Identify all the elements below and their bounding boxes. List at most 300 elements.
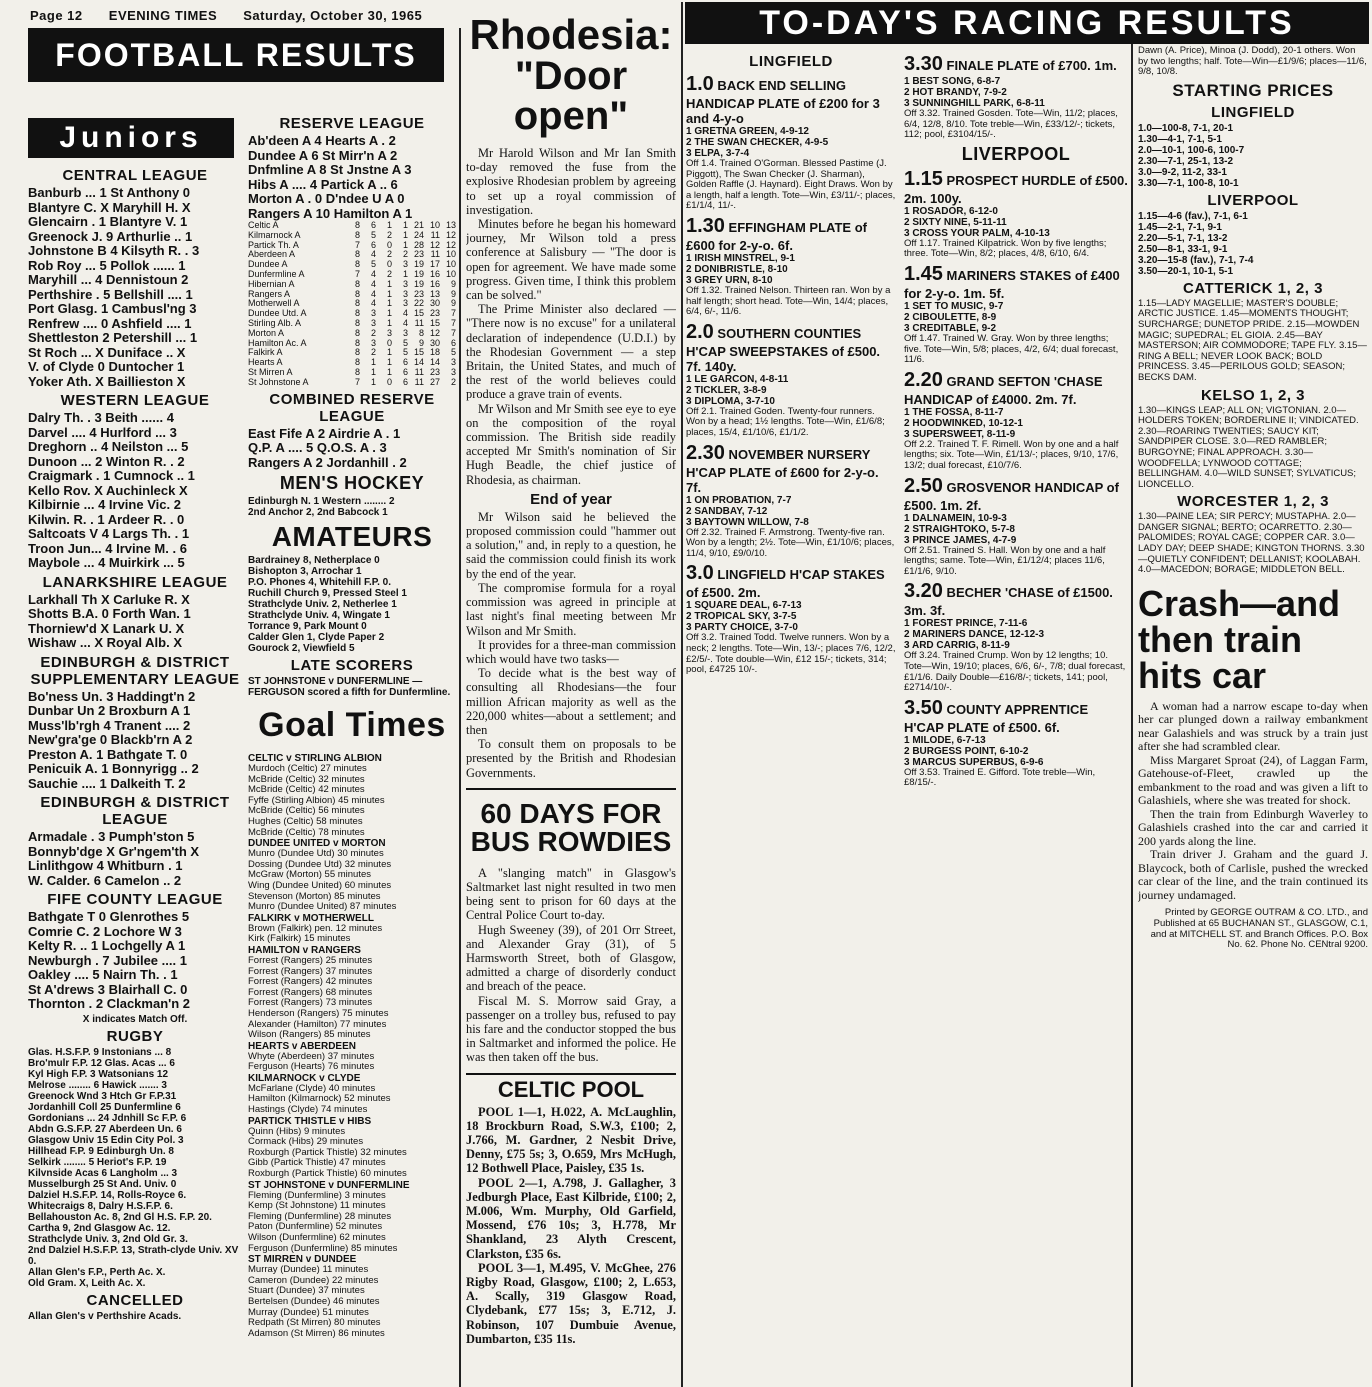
amateur-row: Gourock 2, Viewfield 5 — [248, 643, 355, 655]
goal-match-title: HAMILTON v RANGERS — [248, 944, 361, 956]
rugby-row: Jordanhill Coll 25 Dunfermline 6 — [28, 1101, 181, 1113]
placing: 1 IRISH MINSTREL, 9-1 — [686, 252, 795, 264]
placing: 3 GREY URN, 8-10 — [686, 274, 773, 286]
goal-times-list — [248, 753, 456, 1339]
race-details: Off 2.2. Trained T. F. Rimell. Won by one and a half lengths; six. Tote—Win, £1/13/-; places, 9/10, 17/6, 13/2; dual forecast, £10/7/6. — [904, 438, 1119, 471]
race-name: FINALE PLATE of £700. 1m. — [942, 58, 1117, 73]
goal-match-title: HEARTS v ABERDEEN — [248, 1040, 356, 1052]
paragraph: To decide what is the best way of consulting all Rhodesians—the four million African majority as well as the 220,000 whites—about a settlement; and then — [466, 666, 676, 737]
goal-match-title: DUNDEE UNITED v MORTON — [248, 838, 386, 850]
goal-row: McBride (Celtic) 78 minutes — [248, 826, 365, 838]
goal-row: Gibb (Partick Thistle) 47 minutes — [248, 1157, 386, 1169]
result-row: Ab'deen A 4 Hearts A . 2 — [248, 134, 396, 148]
sp-row: 3.0—9-2, 11-2, 33-1 — [1138, 166, 1227, 178]
goal-row: Fleming (Dunfermline) 3 minutes — [248, 1189, 386, 1201]
race-details: Off 1.47. Trained W. Gray. Won by three lengths; five. Tote—Win, 5/8; places, 4/2, 6/4; dual forecast, 11/6. — [904, 332, 1119, 366]
table-cell: 5 — [450, 347, 456, 358]
sp-row: 1.30—4-1, 7-1, 5-1 — [1138, 133, 1222, 145]
table-cell: 3 — [402, 327, 408, 338]
result-row: Kello Rov. X Auchinleck X — [28, 483, 188, 498]
table-cell: 15 — [413, 347, 424, 358]
race-header — [904, 580, 1128, 618]
table-cell: 6 — [370, 239, 376, 250]
goal-row: Forrest (Rangers) 42 minutes — [248, 976, 373, 988]
goal-row: Forrest (Rangers) 37 minutes — [248, 965, 373, 977]
table-cell: 8 — [354, 298, 360, 309]
race-time: 3.20 — [904, 580, 943, 603]
result-row: Bo'ness Un. 3 Haddingt'n 2 — [28, 689, 196, 704]
placing: 2 TICKLER, 3-8-9 — [686, 384, 767, 396]
meeting-results: 1.15—LADY MAGELLIE; MASTER'S DOUBLE; ARCTIC JUSTICE. 1.45—MOMENTS THOUGHT; SURCHARGE; DUNETOP PRIDE. 2.15—MOWDEN MAGIC; SUPEDRAL; EL GIOIA. 2.45—BAY MASTERSON; AIR COMMODORE; TAPE FLY. 3.15—RING A BELL; NEVER LOOK BACK; BOLD PRINCESS. 3.45—PERILOUS GOLD; SEASON; BECKS DAM. — [1138, 297, 1367, 383]
rugby-row: Kyl High F.P. 3 Watsonians 12 — [28, 1068, 169, 1080]
placing: 3 MARCUS SUPERBUS, 6-9-6 — [904, 756, 1044, 768]
goal-row: Wilson (Rangers) 85 minutes — [248, 1029, 371, 1041]
column-rule — [459, 28, 461, 1387]
table-cell: 3 — [370, 337, 376, 348]
result-row: Newburgh . 7 Jubilee .... 1 — [28, 953, 187, 968]
table-cell: 13 — [429, 288, 440, 299]
race-time: 1.45 — [904, 262, 943, 285]
race-time: 3.50 — [904, 696, 943, 719]
goal-row: Whyte (Aberdeen) 37 minutes — [248, 1050, 375, 1062]
table-cell: 3 — [402, 298, 408, 309]
race-time: 3.30 — [904, 53, 943, 75]
team-name: Rangers A — [248, 288, 291, 299]
rugby-row: Glas. H.S.F.P. 9 Instonians ... 8 — [28, 1046, 172, 1058]
table-cell: 4 — [402, 317, 408, 328]
goal-row: Alexander (Hamilton) 77 minutes — [248, 1018, 387, 1030]
lanarkshire-league-results — [28, 593, 242, 651]
result-row: Dnfmline A 8 St Jnstne A 3 — [248, 163, 412, 177]
amateur-row: Ruchill Church 9, Pressed Steel 1 — [248, 588, 407, 600]
hockey-row: 2nd Anchor 2, 2nd Babcock 1 — [248, 507, 388, 519]
table-cell: 17 — [429, 259, 440, 270]
late-scorers-text: ST JOHNSTONE v DUNFERMLINE — FERGUSON scored a fifth for Dunfermline. — [248, 676, 451, 699]
divider — [466, 788, 676, 790]
table-cell: 4 — [370, 288, 376, 299]
table-cell: 2 — [386, 249, 392, 260]
goal-row: Roxburgh (Partick Thistle) 32 minutes — [248, 1146, 407, 1158]
paragraph: POOL 3—1, M.495, V. McGhee, 276 Rigby Road, Glasgow, £100; 2, L.653, A. Scally, 319 Glasgow Road, Clydebank, £77 15s; 3, E.712, J. Robinson, 107 Dumbuie Avenue, Dumbarton, £35 11s. — [466, 1260, 676, 1346]
table-cell: 24 — [413, 229, 424, 240]
edinburgh-supp-heading: EDINBURGH & DISTRICT SUPPLEMENTARY LEAGUE — [30, 653, 240, 688]
western-league-results — [28, 411, 242, 571]
table-cell: 1 — [402, 239, 408, 250]
table-cell: 1 — [386, 288, 392, 299]
race-header — [686, 215, 896, 253]
goal-row: Munro (Dundee Utd) 30 minutes — [248, 848, 384, 860]
result-row: Morton A . 0 D'ndee U A 0 — [248, 192, 405, 206]
race-time: 3.0 — [686, 562, 714, 585]
race-header — [686, 321, 896, 374]
table-cell: 8 — [354, 288, 360, 299]
goal-row: Cameron (Dundee) 22 minutes — [248, 1274, 379, 1286]
placing: 3 CREDITABLE, 9-2 — [904, 322, 997, 334]
goal-row: Munro (Dundee United) 87 minutes — [248, 901, 397, 913]
table-row — [248, 378, 456, 388]
placing: 1 ROSADOR, 6-12-0 — [904, 205, 998, 217]
result-row: Armadale . 3 Pumph'ston 5 — [28, 830, 195, 844]
table-cell: 7 — [354, 376, 360, 387]
sp-row: 2.30—7-1, 25-1, 13-2 — [1138, 155, 1234, 167]
table-cell: 15 — [413, 308, 424, 319]
result-row: Darvel .... 4 Hurlford ... 3 — [28, 425, 177, 440]
table-cell: 7 — [450, 317, 456, 328]
goal-row: Murray (Dundee) 51 minutes — [248, 1306, 369, 1318]
race-header — [904, 369, 1128, 407]
western-league-heading: WESTERN LEAGUE — [60, 392, 210, 409]
goal-row: Murdoch (Celtic) 27 minutes — [248, 763, 367, 775]
table-cell: 2 — [370, 327, 376, 338]
table-cell: 21 — [413, 220, 424, 230]
goal-row: Wilson (Dunfermline) 62 minutes — [248, 1232, 386, 1244]
table-cell: 8 — [354, 220, 360, 230]
table-cell: 3 — [370, 308, 376, 319]
table-cell: 4 — [402, 308, 408, 319]
meeting-results: 1.30—KINGS LEAP; ALL ON; VIGTONIAN. 2.0—HOLDERS TOKEN; BORDERLINE II; VINDICATED. 2.30—ROARING TWENTIES; SAUCY KIT; SANDPIPER CLOSE. 3.0—RED RAMBLER; BURGOYNE; FINAL APPROACH. 3.30—WOODFELLA; LYNWOOD COTTAGE; BELLINGHAM. 4.0—WILD SUNSET; SYLVATICUS; LIONCELLO. — [1138, 404, 1359, 490]
table-cell: 3 — [402, 288, 408, 299]
result-row: Bonnyb'dge X Gr'ngem'th X — [28, 844, 200, 859]
placing: 3 BAYTOWN WILLOW, 7-8 — [686, 516, 809, 528]
football-results-title: FOOTBALL RESULTS — [28, 28, 444, 82]
amateur-row: Calder Glen 1, Clyde Paper 2 — [248, 632, 385, 644]
table-cell: 19 — [413, 278, 424, 289]
goal-row: Forrest (Rangers) 25 minutes — [248, 954, 373, 966]
result-row: Larkhall Th X Carluke R. X — [28, 592, 190, 607]
goal-row: McBride (Celtic) 42 minutes — [248, 784, 365, 796]
table-cell: 6 — [402, 366, 408, 377]
result-row: Bathgate T 0 Glenrothes 5 — [28, 910, 190, 924]
prices-column — [1138, 46, 1368, 1384]
hockey-results — [248, 496, 456, 518]
team-name: Hibernian A — [248, 278, 295, 289]
placing: 2 CIBOULETTE, 8-9 — [904, 311, 997, 323]
result-row: Kelty R. .. 1 Lochgelly A 1 — [28, 939, 186, 953]
result-row: Preston A. 1 Bathgate T. 0 — [28, 747, 188, 762]
other-meetings — [1138, 280, 1368, 576]
celtic-pool-heading: CELTIC POOL — [497, 1076, 645, 1102]
edinburgh-league-results — [28, 830, 242, 888]
celtic-pool-results — [466, 1105, 676, 1346]
result-row: Yoker Ath. X Baillieston X — [28, 374, 186, 389]
lingfield-column — [686, 50, 896, 1384]
sp-row: 3.50—20-1, 10-1, 5-1 — [1138, 265, 1234, 277]
table-cell: 14 — [429, 357, 440, 368]
race-details: Off 2.1. Trained Goden. Twenty-four runners. Won by a head; 1½ lengths. Tote—Win, £1/6/8; places, 15/4, £1/10/6, £1/1/2. — [686, 405, 885, 438]
placing: 3 ELPA, 3-7-4 — [686, 148, 750, 159]
table-cell: 9 — [450, 298, 456, 309]
meeting-heading: KELSO 1, 2, 3 — [1200, 386, 1306, 404]
placing: 2 HOODWINKED, 10-12-1 — [904, 417, 1023, 429]
paragraph: A woman had a narrow escape to-day when her car plunged down a railway embankment near Galashiels and was struck by a train just after she had scrambled clear. — [1138, 698, 1368, 754]
placing: 2 SIXTY NINE, 5-11-11 — [904, 216, 1007, 228]
goal-row: Fyffe (Stirling Albion) 45 minutes — [248, 794, 385, 806]
rowdies-headline: 60 DAYS FOR BUS ROWDIES — [470, 797, 672, 857]
placing: 3 PARTY CHOICE, 3-7-0 — [686, 622, 798, 634]
table-cell: 30 — [429, 337, 440, 348]
goal-match-title: CELTIC v STIRLING ALBION — [248, 753, 382, 765]
rugby-row: Old Gram. X, Leith Ac. X. — [28, 1277, 146, 1289]
race-name: LINGFIELD H'CAP STAKES of £500. 2m. — [686, 567, 885, 601]
team-name: Aberdeen A — [248, 249, 296, 260]
result-row: Hibs A .... 4 Partick A .. 6 — [248, 177, 398, 192]
amateur-row: Strathclyde Univ. 4, Wingate 1 — [248, 610, 390, 622]
race-header — [904, 697, 1128, 735]
race-time: 2.20 — [904, 368, 943, 391]
issue-date: Saturday, October 30, 1965 — [243, 8, 423, 23]
table-cell: 7 — [354, 268, 360, 279]
goal-row: Bertelsen (Dundee) 46 minutes — [248, 1295, 380, 1307]
goal-row: Roxburgh (Partick Thistle) 60 minutes — [248, 1168, 407, 1180]
result-row: Muss'lb'rgh 4 Tranent .... 2 — [28, 718, 191, 733]
goal-row: Murray (Dundee) 11 minutes — [248, 1264, 369, 1276]
table-cell: 9 — [450, 278, 456, 289]
table-cell: 7 — [354, 239, 360, 250]
sp-row: 2.50—8-1, 33-1, 9-1 — [1138, 243, 1228, 255]
table-cell: 3 — [402, 278, 408, 289]
placing: 2 HOT BRANDY, 7-9-2 — [904, 87, 1007, 98]
result-row: Perthshire . 5 Bellshill .... 1 — [28, 287, 193, 302]
table-cell: 11 — [414, 376, 424, 387]
table-cell: 0 — [386, 259, 392, 270]
placing: 1 LE GARCON, 4-8-11 — [686, 373, 789, 385]
liverpool-heading: LIVERPOOL — [961, 143, 1071, 164]
table-cell: 27 — [429, 376, 440, 387]
result-row: Port Glasg. 1 Cambusl'ng 3 — [28, 302, 197, 316]
news-column — [466, 14, 676, 1384]
divider — [466, 1073, 676, 1075]
result-row: Comrie C. 2 Lochore W 3 — [28, 924, 182, 939]
table-cell: 8 — [354, 337, 360, 348]
race-name: PROSPECT HURDLE of £500. 2m. 100y. — [904, 172, 1128, 206]
table-cell: 1 — [402, 220, 408, 230]
result-row: East Fife A 2 Airdrie A . 1 — [248, 426, 401, 441]
result-row: Saltcoats V 4 Largs Th. . 1 — [28, 527, 190, 541]
goal-row: Dossing (Dundee Utd) 32 minutes — [248, 858, 392, 870]
team-name: St Johnstone A — [248, 376, 309, 387]
rugby-row: Greenock Wnd 3 Htch Gr F.P.31 — [28, 1090, 177, 1102]
table-cell: 18 — [429, 347, 440, 358]
edinburgh-league-heading: EDINBURGH & DISTRICT LEAGUE — [40, 794, 230, 828]
table-cell: 4 — [370, 278, 376, 289]
cancelled-text: Allan Glen's v Perthshire Acads. — [28, 1310, 182, 1322]
table-cell: 1 — [386, 317, 392, 328]
table-cell: 30 — [429, 298, 440, 309]
result-row: Shettleston 2 Petershill ... 1 — [28, 331, 198, 345]
paragraph: POOL 1—1, H.022, A. McLaughlin, 18 Brockburn Road, S.W.3, £100; 2, J.766, M. Gardner, 2 Nesbit Drive, Denny, £75 5s; 3, O.659, Mrs McHugh, 12 Bothwell Place, Paisley, £35 1s. — [466, 1104, 676, 1176]
table-cell: 10 — [445, 259, 456, 270]
table-cell: 3 — [370, 317, 376, 328]
result-row: Thornton . 2 Clackman'n 2 — [28, 997, 191, 1011]
result-row: W. Calder. 6 Camelon .. 2 — [28, 873, 182, 888]
rugby-row: Selkirk ........ 5 Heriot's F.P. 19 — [28, 1156, 167, 1168]
team-name: Dunfermline A — [248, 268, 305, 279]
result-row: Sauchie .... 1 Dalkeith T. 2 — [28, 776, 186, 791]
fife-league-results — [28, 910, 242, 1012]
table-cell: 22 — [413, 298, 424, 309]
rugby-row: Abdn G.S.F.P. 27 Aberdeen Un. 6 — [28, 1123, 182, 1135]
sp-course: LINGFIELD — [1211, 103, 1295, 121]
rugby-row: Dalziel H.S.F.P. 14, Rolls-Royce 6. — [28, 1189, 187, 1201]
rugby-row: Bro'mulr F.P. 12 Glas. Acas ... 6 — [28, 1057, 175, 1069]
result-row: Maybole ... 4 Muirkirk ... 5 — [28, 556, 185, 570]
table-cell: 6 — [402, 376, 408, 387]
race-header — [686, 442, 896, 495]
result-row: Johnstone B 4 Kilsyth R. . 3 — [28, 244, 200, 258]
reserve-league-heading: RESERVE LEAGUE — [279, 115, 425, 132]
cancelled-heading: CANCELLED — [86, 1291, 184, 1309]
placing: 1 SQUARE DEAL, 6-7-13 — [686, 600, 802, 612]
race-details: Off 1.32. Trained Nelson. Thirteen ran. Won by a half length; short head. Tote—Win, 14/4; places, 6/4, 6/-, 11/6. — [686, 284, 891, 318]
paragraph: To consult them on proposals to be presented by the British and Rhodesian Governments. — [466, 737, 676, 780]
goal-row: Ferguson (Dunfermline) 85 minutes — [248, 1242, 398, 1254]
rowdies-story — [466, 866, 676, 1065]
race-name: MARINERS STAKES of £400 for 2-y-o. 1m. 5f. — [904, 267, 1120, 301]
goal-row: Kirk (Falkirk) 15 minutes — [248, 933, 351, 945]
paper-name: EVENING TIMES — [108, 8, 218, 23]
paragraph: Mr Harold Wilson and Mr Ian Smith to-day removed the fuse from the explosive Rhodesian problem by agreeing to set up a royal commission of investigation. — [466, 146, 676, 217]
placing: 2 SANDBAY, 7-12 — [686, 505, 768, 517]
goal-row: McGraw (Morton) 55 minutes — [248, 869, 372, 881]
team-name: Celtic A — [248, 220, 279, 230]
reserve-column — [248, 112, 456, 1384]
paragraph: The compromise formula for a royal commission was agreed in principle at last night's final meeting between Mr Wilson and Mr Smith. — [466, 580, 676, 638]
table-cell: 3 — [450, 366, 456, 377]
crash-headline: Crash—and then train hits car — [1138, 582, 1341, 696]
placing: 3 PRINCE JAMES, 4-7-9 — [904, 534, 1017, 546]
result-row: Blantyre C. X Maryhill H. X — [28, 200, 191, 215]
starting-prices — [1138, 104, 1368, 277]
table-cell: 2 — [402, 249, 408, 260]
rugby-row: Hillhead F.P. 9 Edinburgh Un. 8 — [28, 1145, 174, 1157]
table-cell: 11 — [430, 249, 440, 260]
race-name: EFFINGHAM PLATE of £600 for 2-y-o. 6f. — [686, 219, 867, 253]
placing: 2 BURGESS POINT, 6-10-2 — [904, 745, 1029, 757]
paragraph: The Prime Minister also declared — "There now is no excuse" for a unilateral declaration of independence (U.D.I.) by the Rhodesian Government — a step Britain, the United States, and much of the rest of the world believes could produce a grave train of events. — [466, 302, 676, 402]
team-name: Partick Th. A — [248, 239, 299, 250]
race-header — [904, 53, 1128, 76]
goal-row: McFarlane (Clyde) 40 minutes — [248, 1082, 376, 1094]
race-name: SOUTHERN COUNTIES H'CAP SWEEPSTAKES of £500. 7f. 140y. — [686, 325, 881, 374]
table-cell: 19 — [413, 268, 424, 279]
placing: 1 GRETNA GREEN, 4-9-12 — [686, 126, 809, 137]
sp-row: 1.15—4-6 (fav.), 7-1, 6-1 — [1138, 210, 1248, 222]
goal-row: Wing (Dundee United) 60 minutes — [248, 879, 392, 891]
paragraph: Mr Wilson and Mr Smith see eye to eye on the composition of the royal commission. The British side readily accepted Mr Smith's nomination of Sir Hugh Beadle, the chief justice of Rhodesia, as chairman. — [466, 401, 676, 487]
juniors-column — [28, 164, 242, 1384]
result-row: Oakley .... 5 Nairn Th. . 1 — [28, 968, 178, 982]
goal-times-heading: Goal Times — [258, 706, 446, 745]
goal-row: McBride (Celtic) 56 minutes — [248, 805, 365, 817]
sp-row: 1.0—100-8, 7-1, 20-1 — [1138, 122, 1234, 134]
table-cell: 3 — [450, 357, 456, 368]
table-cell: 16 — [429, 268, 440, 279]
late-scorers-heading: LATE SCORERS — [290, 657, 414, 675]
team-name: Hearts A — [248, 357, 283, 368]
racing-results-title: TO-DAY'S RACING RESULTS — [685, 2, 1369, 44]
sp-row: 1.45—2-1, 7-1, 9-1 — [1138, 221, 1222, 233]
table-cell: 8 — [354, 317, 360, 328]
table-cell: 13 — [445, 220, 456, 230]
result-row: Linlithgow 4 Whitburn . 1 — [28, 859, 183, 873]
amateur-row: P.O. Phones 4, Whitehill F.P. 0. — [248, 577, 392, 589]
placing: 1 DALNAMEIN, 10-9-3 — [904, 512, 1007, 524]
rugby-row: Melrose ........ 6 Hawick ....... 3 — [28, 1079, 167, 1091]
race-time: 1.0 — [686, 73, 714, 95]
combined-reserve-heading: COMBINED RESERVE LEAGUE — [269, 390, 435, 425]
table-cell: 0 — [386, 239, 392, 250]
race-details: Off 3.32. Trained Gosden. Tote—Win, 11/2; places, 6/4, 12/8, 8/10. Tote treble—Win, £33/12/-; tickets, 112; pool, £3104/15/-. — [904, 108, 1118, 141]
rhodesia-headline: Rhodesia: — [469, 14, 673, 58]
result-row: Rangers A 2 Jordanhill . 2 — [248, 455, 407, 470]
table-cell: 12 — [429, 327, 440, 338]
placing: 3 SUNNINGHILL PARK, 6-8-11 — [904, 98, 1045, 109]
paragraph: Train driver J. Graham and the guard J. Blaycock, both of Carlisle, pushed the wrecked car clear of the line, and the train continued its journey undamaged. — [1138, 847, 1368, 902]
paragraph: Hugh Sweeney (39), of 201 Orr Street, and Alexander Gray (31), of 5 Harmsworth Street, both of Glasgow, admitted a charge of disorderly conduct and breach of the peace. — [466, 922, 676, 994]
result-row: St A'drews 3 Blairhall C. 0 — [28, 982, 188, 997]
table-cell: 5 — [402, 337, 408, 348]
goal-row: Hughes (Celtic) 58 minutes — [248, 816, 363, 828]
race-time: 1.30 — [686, 214, 725, 237]
table-cell: 1 — [386, 347, 392, 358]
rugby-row: Musselburgh 25 St And. Univ. 0 — [28, 1178, 177, 1190]
placing: 1 SET TO MUSIC, 9-7 — [904, 300, 1004, 312]
table-cell: 1 — [386, 220, 392, 230]
table-cell: 1 — [402, 229, 408, 240]
imprint: Printed by GEORGE OUTRAM & CO. LTD., and Published at 65 BUCHANAN ST., GLASGOW, C.1, and at MITCHELL ST. and Branch Offices. P.O. Box No. 62. Phone No. CENtral 9200. — [1150, 907, 1368, 951]
table-cell: 3 — [386, 327, 392, 338]
column-rule — [1131, 44, 1133, 1387]
table-cell: 16 — [429, 278, 440, 289]
table-cell: 8 — [354, 278, 360, 289]
race-details: Off 1.17. Trained Kilpatrick. Won by five lengths; three. Tote—Win, 8/2; places, 4/8, 6/10, 6/4. — [904, 237, 1107, 260]
goal-row: Redpath (St Mirren) 80 minutes — [248, 1317, 381, 1329]
match-off-note: X indicates Match Off. — [82, 1013, 188, 1025]
goal-row: Quinn (Hibs) 9 minutes — [248, 1125, 346, 1137]
masthead — [30, 8, 444, 23]
table-cell: 1 — [370, 366, 376, 377]
top-snippet: Dawn (A. Price), Minoa (J. Dodd), 20-1 others. Won by two lengths; half. Tote—Win—£1/9/6; places—11/6, 9/8, 10/8. — [1138, 46, 1367, 78]
rugby-row: Strathclyde Univ. 3, 2nd Old Gr. 3. — [28, 1233, 188, 1245]
table-cell: 8 — [354, 327, 360, 338]
paragraph: Mr Wilson said he believed the proposed commission could "hammer out a solution," and, in reply to a question, he said the commission could finish its work by the end of the year. — [466, 509, 676, 581]
edinburgh-supp-results — [28, 690, 242, 792]
table-cell: 2 — [370, 347, 376, 358]
amateur-row: Bishopton 3, Arrochar 1 — [248, 566, 362, 578]
table-cell: 1 — [370, 357, 376, 368]
result-row: Glencairn . 1 Blantyre V. 1 — [28, 215, 188, 229]
table-cell: 4 — [370, 298, 376, 309]
paragraph: Minutes before he began his homeward journey, Mr Wilson told a press conference at Salisbury — "The door is open for agreement. We have made some progress. Given time, I think this problem can be solved." — [466, 217, 676, 303]
table-cell: 11 — [414, 317, 424, 328]
result-row: Dalry Th. . 3 Beith ...... 4 — [28, 411, 174, 425]
placing: 2 MARINERS DANCE, 12-12-3 — [904, 629, 1045, 641]
race-time: 2.0 — [686, 320, 714, 343]
table-cell: 0 — [386, 376, 392, 387]
central-league-results — [28, 186, 242, 389]
paragraph: Fiscal M. S. Morrow said Gray, a passenger on a trolley bus, refused to pay his fare and the conductor stopped the bus in Saltmarket and informed the police. He was then taken off the bus. — [466, 993, 676, 1065]
placing: 3 DIPLOMA, 3-7-10 — [686, 395, 775, 407]
result-row: Dunoon ... 2 Winton R. . 2 — [28, 454, 185, 469]
race-name: COUNTY APPRENTICE H'CAP PLATE of £500. 6f. — [904, 701, 1089, 735]
race-time: 1.15 — [904, 167, 943, 190]
result-row: Wishaw ... X Royal Alb. X — [28, 636, 182, 650]
table-cell: 4 — [370, 249, 376, 260]
goal-row: Henderson (Rangers) 75 minutes — [248, 1007, 389, 1019]
table-cell: 11 — [430, 229, 440, 240]
rugby-heading: RUGBY — [106, 1027, 164, 1045]
table-cell: 2 — [386, 229, 392, 240]
